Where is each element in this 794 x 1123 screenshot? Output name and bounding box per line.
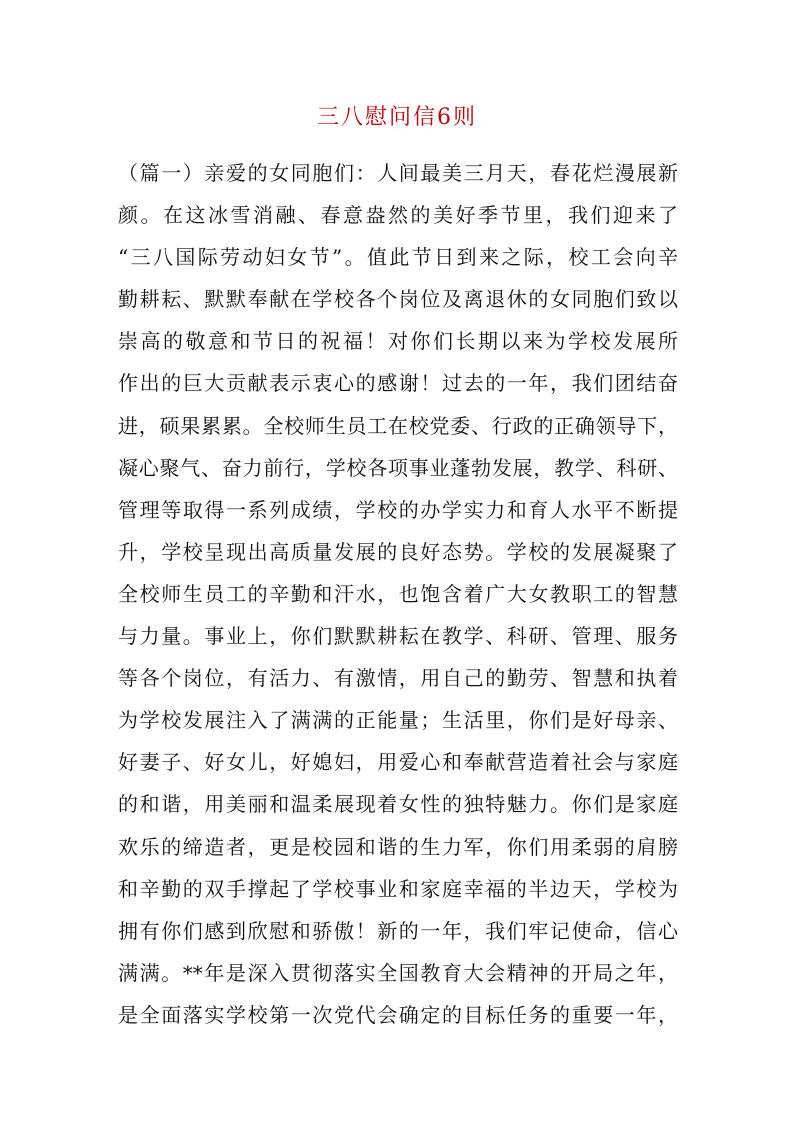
body-line: 作出的巨大贡献表示衷心的感谢！过去的一年，我们团结奋 bbox=[118, 371, 678, 396]
body-line: 为学校发展注入了满满的正能量；生活里，你们是好母亲、 bbox=[118, 708, 678, 733]
body-line: “三八国际劳动妇女节”。值此节日到来之际，校工会向辛 bbox=[118, 245, 678, 270]
body-line: 升，学校呈现出高质量发展的良好态势。学校的发展凝聚了 bbox=[118, 539, 678, 564]
document-body bbox=[118, 152, 678, 1036]
document-title: 三八慰问信6则 bbox=[317, 105, 477, 130]
body-line: 和辛勤的双手撑起了学校事业和家庭幸福的半边天，学校为 bbox=[118, 876, 678, 901]
body-line: 崇高的敬意和节日的祝福！对你们长期以来为学校发展所 bbox=[118, 329, 678, 354]
body-line: 等各个岗位，有活力、有激情，用自己的勤劳、智慧和执着 bbox=[118, 666, 678, 691]
body-line: 全校师生员工的辛勤和汗水，也饱含着广大女教职工的智慧 bbox=[118, 581, 678, 606]
body-line: 与力量。事业上，你们默默耕耘在教学、科研、管理、服务 bbox=[118, 624, 678, 649]
body-line: 好妻子、好女儿，好媳妇，用爱心和奉献营造着社会与家庭 bbox=[118, 750, 678, 775]
body-line: 是全面落实学校第一次党代会确定的目标任务的重要一年， bbox=[118, 1002, 678, 1027]
body-line: 拥有你们感到欣慰和骄傲！新的一年，我们牢记使命，信心 bbox=[118, 918, 678, 943]
body-line: 欢乐的缔造者，更是校园和谐的生力军，你们用柔弱的肩膀 bbox=[118, 834, 678, 859]
body-line: 的和谐，用美丽和温柔展现着女性的独特魅力。你们是家庭 bbox=[118, 792, 678, 817]
body-line: 凝心聚气、奋力前行，学校各项事业蓬勃发展，教学、科研、 bbox=[118, 455, 678, 480]
body-line: 颜。在这冰雪消融、春意盎然的美好季节里，我们迎来了 bbox=[118, 203, 678, 228]
body-line: （篇一）亲爱的女同胞们：人间最美三月天，春花烂漫展新 bbox=[118, 161, 678, 185]
body-line: 勤耕耘、默默奉献在学校各个岗位及离退休的女同胞们致以 bbox=[118, 287, 678, 312]
body-line: 进，硕果累累。全校师生员工在校党委、行政的正确领导下， bbox=[118, 413, 678, 438]
body-line: 管理等取得一系列成绩，学校的办学实力和育人水平不断提 bbox=[118, 497, 678, 522]
body-line: 满满。**年是深入贯彻落实全国教育大会精神的开局之年， bbox=[118, 960, 678, 985]
